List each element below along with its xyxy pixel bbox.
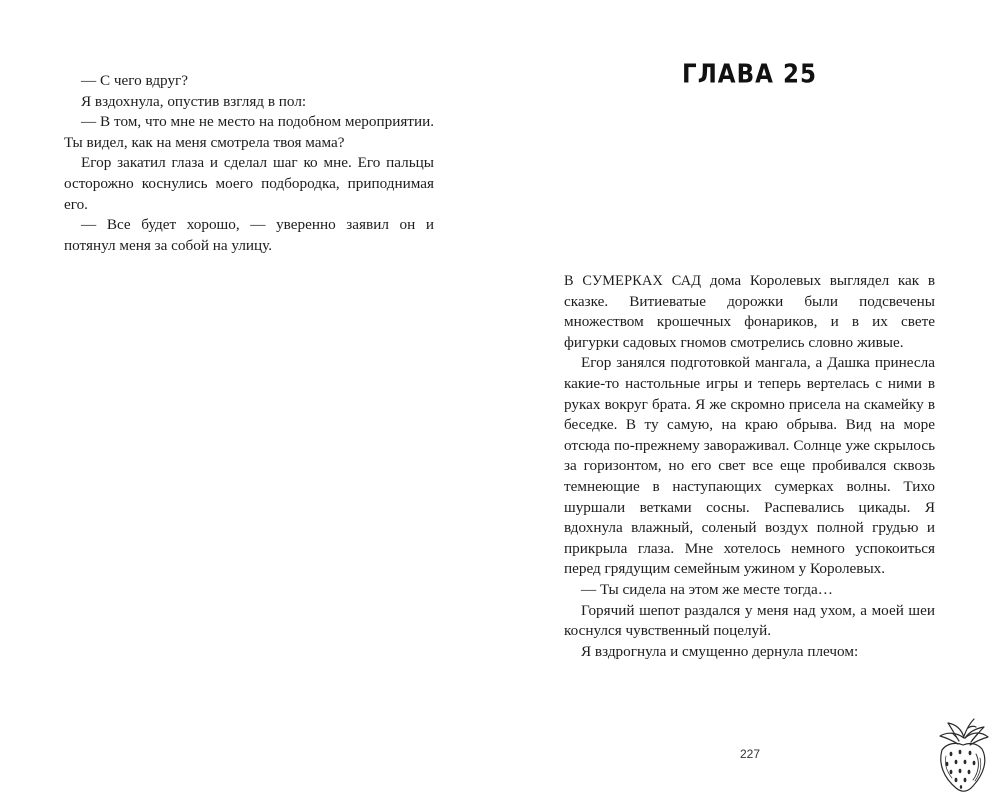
right-page-text	[564, 271, 935, 662]
chapter-title: ГЛАВА 25	[682, 60, 817, 90]
strawberry-icon	[918, 714, 1000, 796]
page-number: 227	[739, 747, 761, 761]
right-paragraph: Егор занялся подготовкой мангала, а Дашка принесла какие-то настольные игры и теперь вертелась с ними в руках вокруг брата. Я же скромно присела на скамейку в беседке. В ту самую, на краю обрыва. Вид на море отсюда по-прежнему завораживал. Солнце уже скрылось за горизонтом, но его свет все еще пробивался сквозь темнеющие в наступающих сумерках волны. Тихо шуршали ветками сосны. Распевались цикады. Я вдохнула влажный, соленый воздух полной грудью и прикрыла глаза. Мне хотелось немного успокоиться перед грядущим семейным ужином у Королевых.	[564, 354, 935, 578]
right-paragraph: Я вздрогнула и смущенно дернула плечом:	[581, 642, 859, 660]
right-paragraph: Горячий шепот раздался у меня над ухом, а моей шеи коснулся чувственный поцелуй.	[564, 601, 935, 640]
left-page-text	[64, 71, 434, 256]
left-paragraph: Я вздохнула, опустив взгляд в пол:	[81, 92, 307, 110]
right-paragraph: — Ты сидела на этом же месте тогда…	[581, 580, 833, 598]
opening-smallcaps: В СУМЕРКАХ САД	[564, 273, 702, 289]
left-paragraph: — В том, что мне не место на подобном мероприятии. Ты видел, как на меня смотрела твоя мама?	[64, 113, 434, 151]
opening-rest: дома Королевых выглядел как в сказке. Витиеватые дорожки были подсвечены множеством крошечных фонариков, и в их свете фигурки садовых гномов смотрелись словно живые.	[564, 272, 936, 351]
left-paragraph: Егор закатил глаза и сделал шаг ко мне. Его пальцы осторожно коснулись моего подбородка, приподнимая его.	[64, 154, 434, 213]
left-paragraph: — Все будет хорошо, — уверенно заявил он и потянул меня за собой на улицу.	[64, 216, 434, 254]
left-paragraph: — С чего вдруг?	[81, 72, 189, 89]
opening-paragraph	[564, 271, 935, 353]
